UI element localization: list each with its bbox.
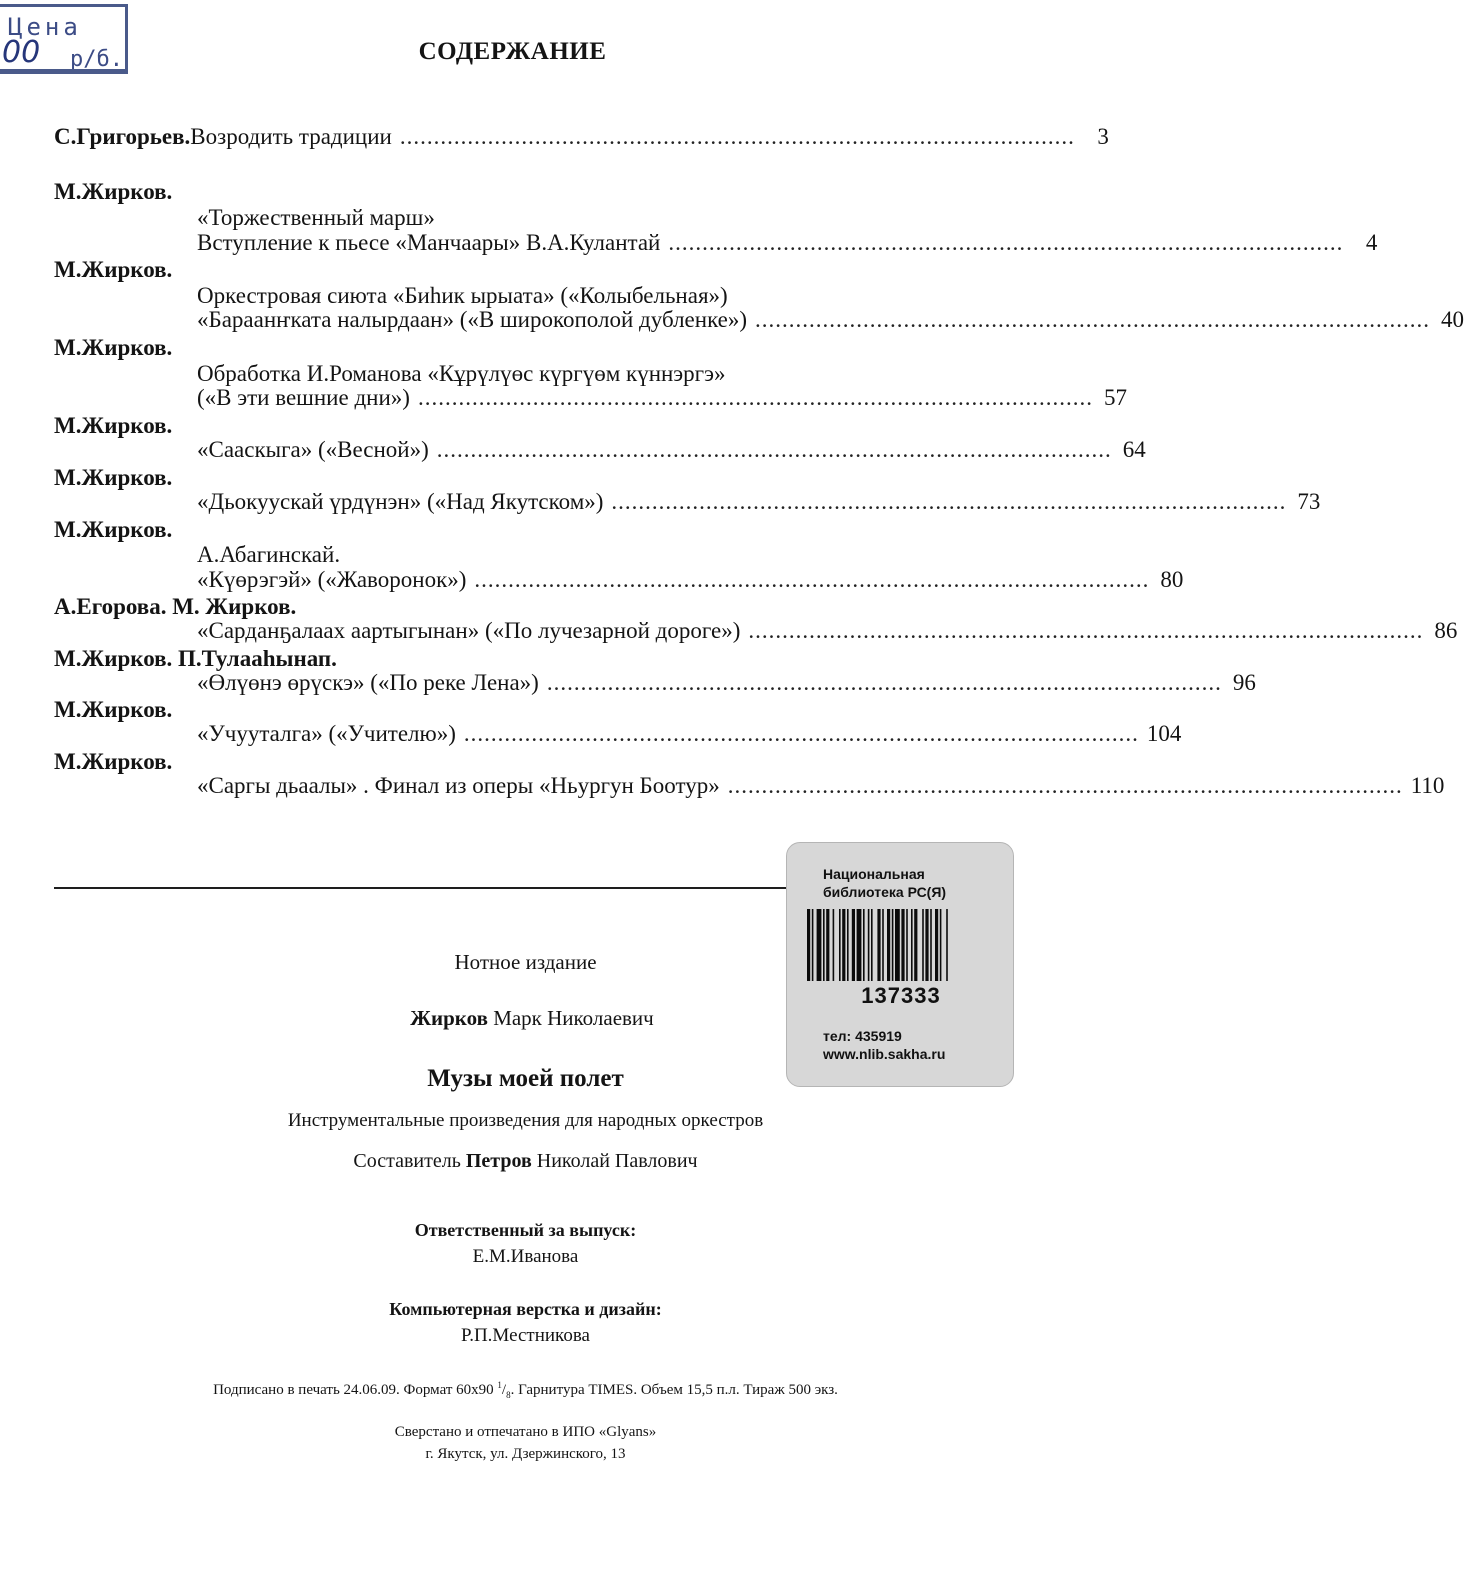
toc-leader: .................................................................................................... bbox=[463, 721, 1139, 746]
compiler-prefix: Составитель bbox=[353, 1150, 466, 1172]
printer-address: г. Якутск, ул. Дзержинского, 13 bbox=[425, 1446, 626, 1462]
toc-page-number: 57 bbox=[1103, 385, 1127, 410]
toc-author: А.Егорова. М. Жирков. bbox=[54, 594, 297, 619]
divider-rule bbox=[54, 887, 790, 889]
compiler-given: Николай Павлович bbox=[531, 1150, 698, 1172]
toc-leader: .................................................................................................... bbox=[417, 385, 1093, 410]
library-phone: тел: 435919 bbox=[823, 1028, 902, 1044]
book-title: Музы моей полет bbox=[427, 1065, 624, 1092]
toc-entry-5 bbox=[197, 437, 1146, 469]
toc-title: Вступление к пьесе «Манчаары» В.А.Кулантай bbox=[197, 230, 661, 255]
price-stamp-label: Цена bbox=[8, 13, 82, 41]
design-label: Компьютерная верстка и дизайн: bbox=[389, 1299, 662, 1319]
toc-entry-11 bbox=[197, 773, 1445, 805]
toc-entry-2 bbox=[197, 230, 1378, 262]
design-name: Р.П.Местникова bbox=[461, 1325, 590, 1346]
book-author bbox=[54, 1006, 1010, 1031]
toc-leader: .................................................................................................... bbox=[668, 230, 1344, 255]
toc-page-number: 110 bbox=[1410, 773, 1445, 798]
print-details: Подписано в печать 24.06.09. Формат 60х90 $^1/_8$. Гарнитура TIMES. Объем 15,5 п.л. Тираж 500 экз. bbox=[213, 1380, 838, 1400]
toc-leader: .................................................................................................... bbox=[748, 618, 1424, 643]
book-author-surname: Жирков bbox=[410, 1006, 488, 1030]
toc-title: «Өлүөнэ өрүскэ» («По реке Лена») bbox=[197, 670, 539, 695]
toc-title: «Саргы дьаалы» . Финал из оперы «Ньургун Боотур» bbox=[197, 773, 720, 798]
book-author-given: Марк Николаевич bbox=[487, 1006, 654, 1030]
library-name bbox=[823, 865, 946, 901]
format-numerator: 1 bbox=[497, 1380, 502, 1390]
toc-title: «Дьокуускай үрдүнэн» («Над Якутском») bbox=[197, 489, 604, 514]
library-name-line-1: Национальная bbox=[823, 866, 925, 882]
book-subtitle: Инструментальные произведения для народных оркестров bbox=[287, 1110, 764, 1131]
toc-leader: .................................................................................................... bbox=[755, 307, 1431, 332]
library-name-line-2: библиотека РС(Я) bbox=[823, 884, 947, 900]
toc-page-number: 86 bbox=[1434, 618, 1458, 643]
toc-author: М.Жирков. bbox=[54, 697, 173, 722]
toc-subline: Оркестровая сиюта «Биhик ырыата» («Колыбельная») bbox=[197, 283, 728, 308]
toc-author: М.Жирков. bbox=[54, 257, 173, 282]
toc-leader: .................................................................................................... bbox=[727, 773, 1403, 798]
toc-author: М.Жирков. bbox=[54, 335, 173, 360]
toc-leader: .................................................................................................... bbox=[436, 437, 1112, 462]
toc-page-number: 80 bbox=[1160, 567, 1184, 592]
toc-leader: .................................................................................................... bbox=[399, 124, 1075, 149]
library-website: www.nlib.sakha.ru bbox=[823, 1046, 946, 1062]
toc-title: «Сарданҕалаах аартыгынан» («По лучезарной дороге») bbox=[197, 618, 741, 643]
toc-entry-10 bbox=[197, 721, 1182, 753]
contents-heading: СОДЕРЖАНИЕ bbox=[418, 38, 607, 65]
toc-page-number: 4 bbox=[1365, 230, 1378, 255]
toc-page-number: 96 bbox=[1232, 670, 1256, 695]
compiler-line bbox=[0, 1150, 1051, 1173]
edition-type: Нотное издание bbox=[454, 950, 597, 974]
responsible-name: Е.М.Иванова bbox=[472, 1246, 579, 1267]
toc-author: С.Григорьев. bbox=[54, 124, 191, 149]
toc-page-number: 40 bbox=[1441, 307, 1464, 332]
print-details-start: Подписано в печать 24.06.09. Формат 60х90 bbox=[213, 1382, 498, 1398]
toc-subline: «Торжественный марш» bbox=[197, 205, 435, 230]
toc-entry-7 bbox=[197, 567, 1184, 599]
toc-page-number: 104 bbox=[1146, 721, 1182, 746]
toc-author: М.Жирков. bbox=[54, 517, 173, 542]
format-denominator: 8 bbox=[506, 1390, 511, 1400]
compiler-surname: Петров bbox=[465, 1150, 532, 1172]
inventory-number: 137333 bbox=[861, 983, 941, 1008]
toc-page-number: 73 bbox=[1297, 489, 1321, 514]
toc-author: М.Жирков. П.Тулааhынап. bbox=[54, 646, 337, 671]
toc-page-number: 64 bbox=[1122, 437, 1146, 462]
price-stamp-value: 00 bbox=[2, 35, 41, 70]
toc-author: М.Жирков. bbox=[54, 413, 173, 438]
price-stamp-unit: р/б. bbox=[70, 47, 123, 72]
toc-author: М.Жирков. bbox=[54, 465, 173, 490]
toc-entry-3 bbox=[197, 307, 1464, 339]
toc-leader: .................................................................................................... bbox=[546, 670, 1222, 695]
toc-subline: А.Абагинскай. bbox=[197, 542, 341, 567]
toc-title: «Бараанҥката налырдаан» («В широкополой дубленке») bbox=[197, 307, 748, 332]
toc-leader: .................................................................................................... bbox=[611, 489, 1287, 514]
price-stamp-rule bbox=[0, 69, 125, 71]
toc-subline: Обработка И.Романова «Кұрүлүөс күргүөм күннэргэ» bbox=[197, 361, 726, 386]
toc-entry-6 bbox=[197, 489, 1321, 521]
toc-author: М.Жирков. bbox=[54, 749, 173, 774]
library-contacts bbox=[823, 1027, 945, 1063]
toc-title: «Сааскыга» («Весной») bbox=[197, 437, 429, 462]
toc-title: Возродить традиции bbox=[190, 124, 392, 149]
toc-page-number: 3 bbox=[1097, 124, 1109, 149]
responsible-label: Ответственный за выпуск: bbox=[414, 1220, 637, 1240]
toc-leader: .................................................................................................... bbox=[474, 567, 1150, 592]
toc-title: «Учууталга» («Учителю») bbox=[197, 721, 456, 746]
toc-title: («В эти вешние дни») bbox=[197, 385, 410, 410]
toc-entry-9 bbox=[197, 670, 1256, 702]
toc-author: М.Жирков. bbox=[54, 179, 173, 204]
print-details-end: . Гарнитура TIMES. Объем 15,5 п.л. Тираж 500 экз. bbox=[510, 1382, 838, 1398]
printer-line: Сверстано и отпечатано в ИПО «Glyans» bbox=[394, 1424, 657, 1440]
toc-entry-1 bbox=[54, 124, 1109, 156]
toc-entry-4 bbox=[197, 385, 1127, 417]
toc-title: «Күөрэгэй» («Жаворонок») bbox=[197, 567, 467, 592]
